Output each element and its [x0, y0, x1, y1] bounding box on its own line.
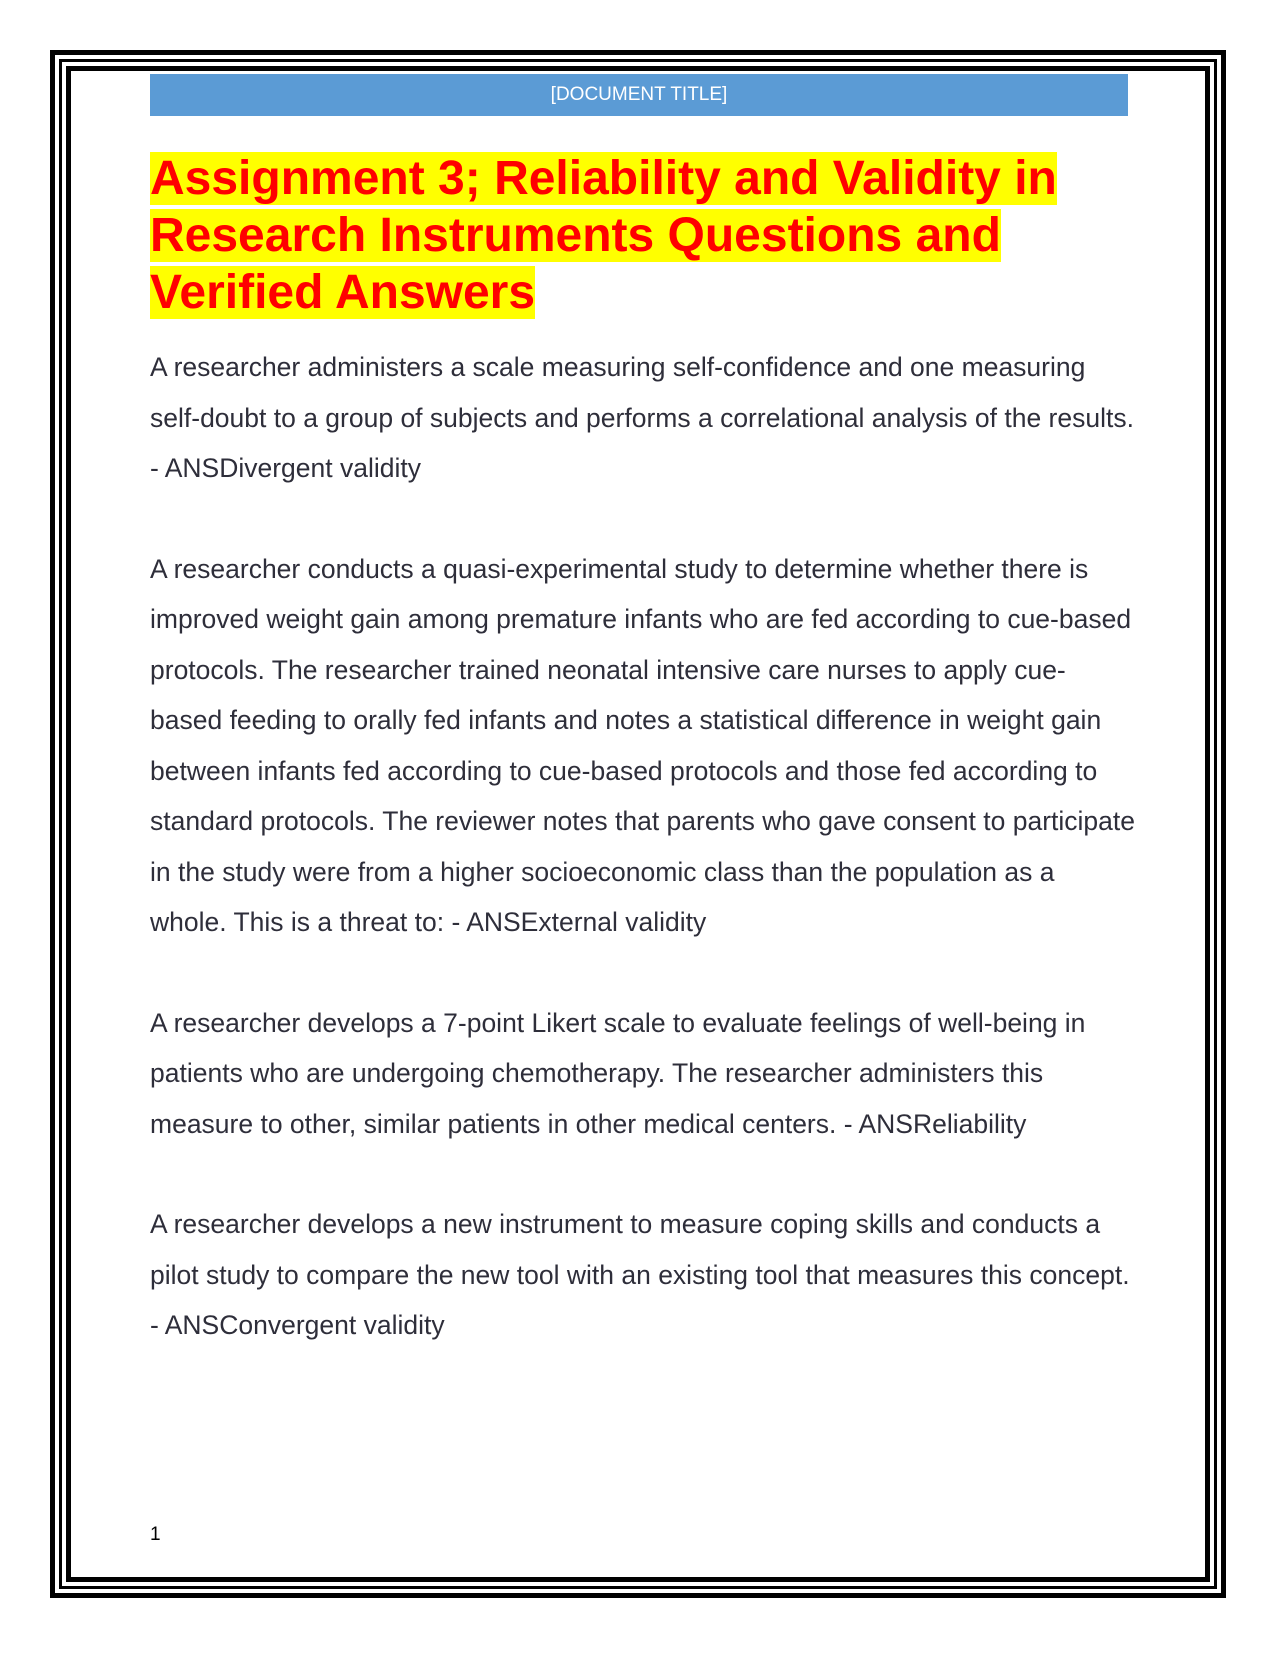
document-header-bar: [DOCUMENT TITLE]	[150, 74, 1128, 116]
qa-item: A researcher develops a new instrument to measure coping skills and conducts a pilot study to compare the new tool with an existing tool that measures this concept. - ANSConvergent validity	[150, 1209, 1130, 1340]
document-title	[150, 150, 1140, 321]
document-title-text: Assignment 3; Reliability and Validity in Research Instruments Questions and Verified Answers	[150, 152, 1057, 319]
qa-item: A researcher conducts a quasi-experimental study to determine whether there is improved weight gain among premature infants who are fed according to cue-based protocols. The researcher trained neonatal intensive care nurses to apply cue-based feeding to orally fed infants and notes a statistical difference in weight gain between infants fed according to cue-based protocols and those fed according to standard protocols. The reviewer notes that parents who gave consent to participate in the study were from a higher socioeconomic class than the population as a whole. This is a threat to: - ANSExternal validity	[150, 553, 1136, 937]
document-body	[150, 342, 1135, 1401]
qa-item: A researcher administers a scale measuring self-confidence and one measuring self-doubt to a group of subjects and performs a correlational analysis of the results. - ANSDivergent validity	[150, 352, 1134, 483]
page-number: 1	[150, 1524, 161, 1545]
qa-item: A researcher develops a 7-point Likert scale to evaluate feelings of well-being in patients who are undergoing chemotherapy. The researcher administers this measure to other, similar patients in other medical centers. - ANSReliability	[150, 1007, 1086, 1139]
